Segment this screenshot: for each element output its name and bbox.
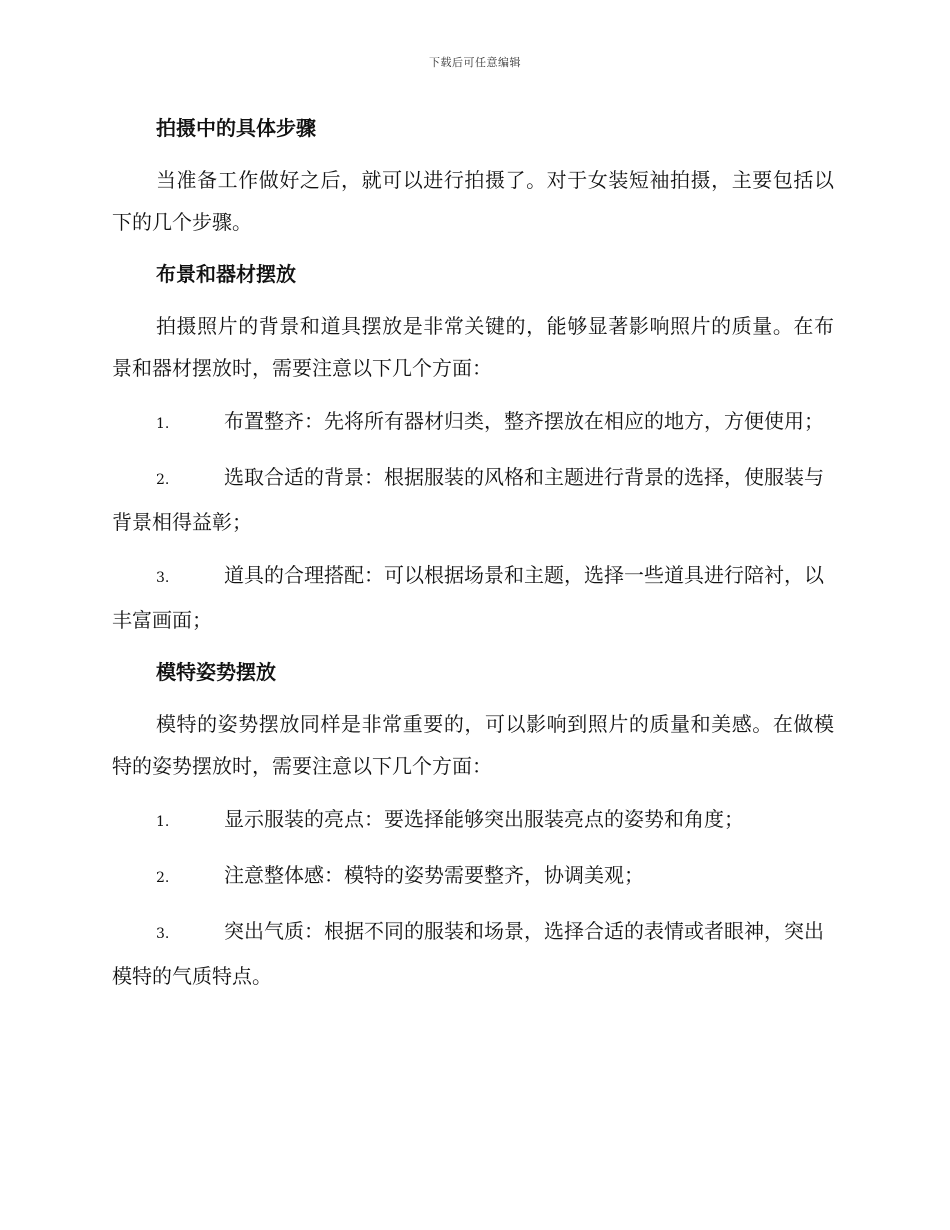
section-heading: 布景和器材摆放 (156, 262, 296, 286)
list-item (112, 910, 834, 997)
section-heading: 拍摄中的具体步骤 (156, 116, 316, 140)
paragraph: 拍摄照片的背景和道具摆放是非常关键的，能够显著影响照片的质量。在布景和器材摆放时，需要注意以下几个方面： (112, 314, 834, 380)
list-item-number: 2. (156, 870, 170, 886)
list-item (112, 456, 834, 543)
list-item-text: 选取合适的背景：根据服装的风格和主题进行背景的选择，使服装与背景相得益彰； (112, 465, 824, 534)
list-item-number: 3. (156, 570, 170, 586)
list-item-text: 显示服装的亮点：要选择能够突出服装亮点的姿势和角度； (224, 807, 744, 831)
list-item-number: 2. (156, 472, 170, 488)
paragraph: 模特的姿势摆放同样是非常重要的，可以影响到照片的质量和美感。在做模特的姿势摆放时，需要注意以下几个方面： (112, 712, 834, 778)
list-item-number: 1. (156, 814, 170, 830)
document-body (112, 108, 834, 1008)
list-item (112, 854, 834, 899)
list-item-number: 3. (156, 926, 170, 942)
list-item-text: 道具的合理搭配：可以根据场景和主题，选择一些道具进行陪衬，以丰富画面； (112, 563, 824, 632)
list-item (112, 400, 834, 445)
list-item-text: 布置整齐：先将所有器材归类，整齐摆放在相应的地方，方便使用； (224, 409, 824, 433)
paragraph: 当准备工作做好之后，就可以进行拍摄了。对于女装短袖拍摄，主要包括以下的几个步骤。 (112, 168, 834, 234)
list-item-number: 1. (156, 416, 170, 432)
page-header: 下载后可任意编辑 (429, 56, 521, 69)
list-item-text: 注意整体感：模特的姿势需要整齐，协调美观； (224, 863, 644, 887)
list-item (112, 798, 834, 843)
list-item (112, 554, 834, 641)
section-heading: 模特姿势摆放 (156, 660, 276, 684)
list-item-text: 突出气质：根据不同的服装和场景，选择合适的表情或者眼神，突出模特的气质特点。 (112, 919, 824, 988)
